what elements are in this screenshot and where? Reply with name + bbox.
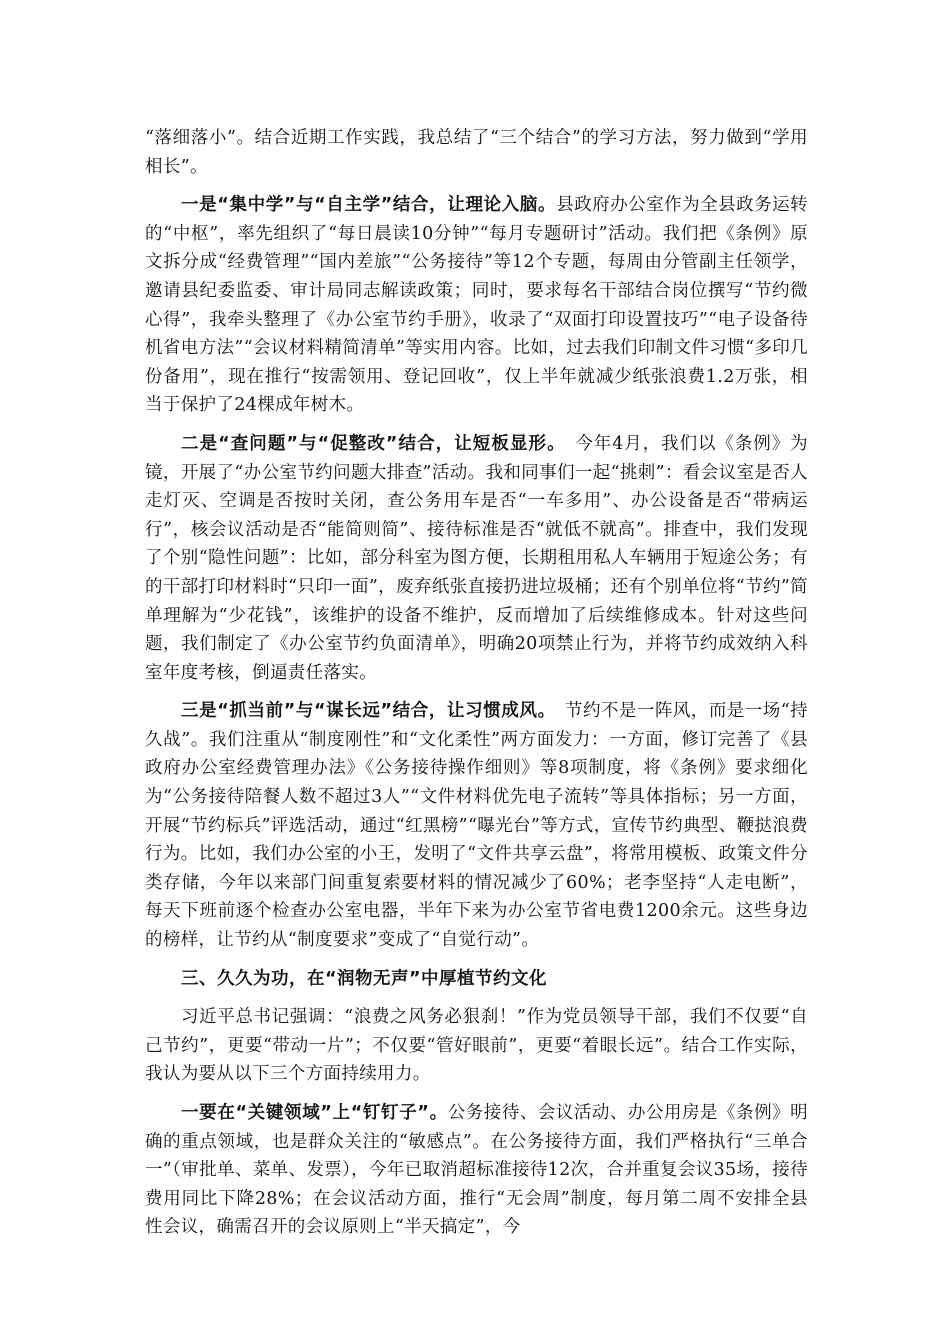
paragraph-text: 公务接待、会议活动、办公用房是《条例》明确的重点领域，也是群众关注的“敏感点”。在公务接待方面，我们严格执行“三单合一”（审批单、菜单、发票），今年已取消超标准接待12次，合并重复会议35场，接待费用同比下降28%；在会议活动方面，推行“无会周”制度，每月第二周不安排全县性会议，确需召开的会议原则上“半天搞定”，今 <box>145 1103 808 1238</box>
paragraph-lead-bold: 二是“查问题”与“促整改”结合，让短板显形。 <box>181 433 557 454</box>
paragraph-point-one <box>145 191 808 420</box>
paragraph-text: “落细落小”。结合近期工作实践，我总结了“三个结合”的学习方法，努力做到“学用相长”。 <box>145 128 808 177</box>
paragraph-lead-bold: 一要在“关键领域”上“钉钉子”。 <box>181 1103 448 1123</box>
paragraph-text: 县政府办公室作为全县政务运转的“中枢”，率先组织了“每日晨读10分钟”“每月专题研讨”活动。我们把《条例》原文拆分成“经费管理”“国内差旅”“公务接待”等12个专题，每周由分管副主任领学，邀请县纪委监委、审计局同志解读政策；同时，要求每名干部结合岗位撰写“节约微心得”，我牵头整理了《办公室节约手册》，收录了“双面打印设置技巧”“电子设备待机省电方法”“会议材料精简清单”等实用内容。比如，过去我们印制文件习惯“多印几份备用”，现在推行“按需领用、登记回收”，仅上半年就减少纸张浪费1.2万张，相当于保护了24棵成年树木。 <box>145 195 808 416</box>
paragraph-lead-bold: 一是“集中学”与“自主学”结合，让理论入脑。 <box>181 195 557 216</box>
paragraph-lead-bold: 三是“抓当前”与“谋长远”结合，让习惯成风。 <box>181 701 548 722</box>
document-page <box>145 124 808 1252</box>
paragraph-key-areas <box>145 1099 808 1242</box>
paragraph-text: 习近平总书记强调：“浪费之风务必狠刹！”作为党员领导干部，我们不仅要“自己节约”，更要“带动一片”；不仅要“管好眼前”，更要“着眼长远”。结合工作实际，我认为要从以下三个方面持续用力。 <box>145 1007 808 1085</box>
section-heading: 三、久久为功，在“润物无声”中厚植节约文化 <box>181 968 548 989</box>
paragraph-intro-continuation <box>145 124 808 181</box>
paragraph-xi-quote <box>145 1003 808 1089</box>
paragraph-point-three <box>145 697 808 954</box>
paragraph-point-two <box>145 430 808 687</box>
paragraph-text: 今年4月，我们以《条例》为镜，开展了“办公室节约问题大排查”活动。我和同事们一起“挑刺”：看会议室是否人走灯灭、空调是否按时关闭，查公务用车是否“一车多用”、办公设备是否“带病运行”，核会议活动是否“能简则简”、接待标准是否“就低不就高”。排查中，我们发现了个别“隐性问题”：比如，部分科室为图方便，长期租用私人车辆用于短途公务；有的干部打印材料时“只印一面”，废弃纸张直接扔进垃圾桶；还有个别单位将“节约”简单理解为“少花钱”，该维护的设备不维护，反而增加了后续维修成本。针对这些问题，我们制定了《办公室节约负面清单》，明确20项禁止行为，并将节约成效纳入科室年度考核，倒逼责任落实。 <box>145 433 808 683</box>
paragraph-text: 节约不是一阵风，而是一场“持久战”。我们注重从“制度刚性”和“文化柔性”两方面发力：一方面，修订完善了《县政府办公室经费管理办法》《公务接待操作细则》等8项制度，将《条例》要求细化为“公务接待陪餐人数不超过3人”“文件材料优先电子流转”等具体指标；另一方面，开展“节约标兵”评选活动，通过“红黑榜”“曝光台”等方式，宣传节约典型、鞭挞浪费行为。比如，我们办公室的小王，发明了“文件共享云盘”，将常用模板、政策文件分类存储，今年以来部门间重复索要材料的情况减少了60%；老李坚持“人走电断”，每天下班前逐个检查办公室电器，半年下来为办公室节省电费1200余元。这些身边的榜样，让节约从“制度要求”变成了“自觉行动”。 <box>145 701 808 951</box>
